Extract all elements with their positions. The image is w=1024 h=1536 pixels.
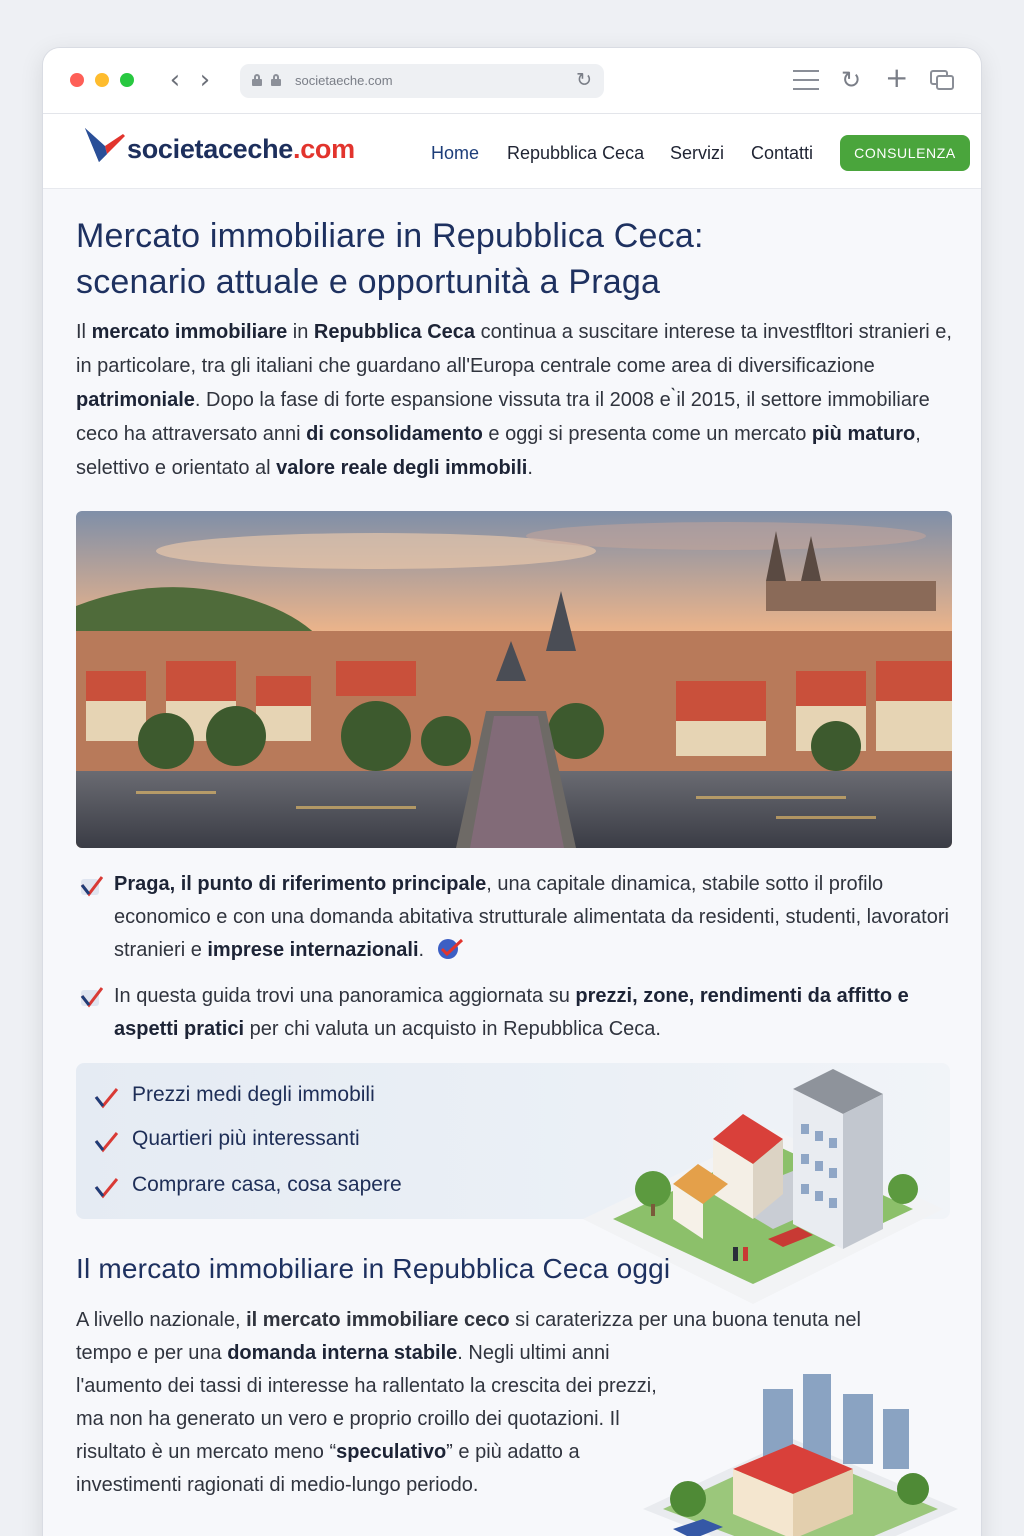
list-item bbox=[114, 980, 964, 1046]
intro-strong: valore reale degli immobili bbox=[276, 457, 528, 479]
intro-text: in bbox=[287, 321, 314, 343]
logo-check-icon[interactable] bbox=[83, 124, 127, 168]
consulenza-button[interactable]: CONSULENZA bbox=[840, 135, 970, 171]
para-strong: speculativo bbox=[336, 1441, 447, 1463]
address-bar[interactable] bbox=[240, 64, 604, 98]
intro-strong: Repubblica Ceca bbox=[313, 321, 476, 343]
bullet-text: . bbox=[418, 939, 425, 961]
title-line-2: scenario attuale e opportunità a Praga bbox=[76, 263, 661, 301]
toc-link-quartieri[interactable]: Quartieri più interessanti bbox=[132, 1127, 360, 1150]
intro-text: continua a suscitare interese ta investfltori stranieri e, in particolare, tra gli italiani che guardano all'Europa centrale come area di diversificazione bbox=[76, 321, 952, 377]
page-title bbox=[76, 213, 936, 305]
checkmark-icon bbox=[94, 1087, 118, 1109]
checkmark-icon bbox=[94, 1131, 118, 1153]
intro-strong: di consolidamento bbox=[306, 423, 483, 445]
bullet-strong: prezzi, zone, rendimenti da affitto e aspetti pratici bbox=[114, 985, 909, 1040]
site-header bbox=[43, 114, 982, 189]
reload-icon[interactable]: ↻ bbox=[576, 69, 592, 91]
maximize-window-button[interactable] bbox=[120, 73, 134, 87]
para-text: . Negli ultimi anni l'aumento dei tassi di interesse ha rallentato la crescita dei prezzi, ma non ha generato un vero e proprio croillo dei quotazioni. Il risultato è un mercato meno “ bbox=[76, 1342, 657, 1463]
section-title: Il mercato immobiliare in Repubblica Ceca oggi bbox=[76, 1253, 671, 1284]
site-logo[interactable] bbox=[127, 134, 355, 165]
bullet-strong: Praga, il punto di riferimento principale bbox=[114, 873, 487, 895]
intro-strong: mercato immobiliare bbox=[91, 321, 288, 343]
checkmark-icon bbox=[79, 875, 103, 897]
bullet-text: , una capitale dinamica, stabile sotto il profilo economico e con una domanda abitativa strutturale alimentata da residenti, studenti, lavoratori stranieri e bbox=[114, 873, 949, 961]
browser-window bbox=[42, 47, 982, 1536]
tabs-overview-icon[interactable] bbox=[930, 70, 954, 90]
forward-arrow-icon[interactable]: › bbox=[199, 65, 211, 95]
intro-strong: patrimoniale bbox=[76, 389, 195, 411]
article bbox=[43, 189, 982, 1536]
logo-tld: .com bbox=[293, 134, 355, 164]
close-window-button[interactable] bbox=[70, 73, 84, 87]
para-strong: il mercato immobiliare ceco bbox=[246, 1309, 510, 1331]
para-text: tempo e per una bbox=[76, 1342, 228, 1364]
prague-photo bbox=[76, 511, 952, 848]
new-tab-icon[interactable]: + bbox=[885, 61, 909, 94]
intro-text: , selettivo e orientato al bbox=[76, 423, 921, 479]
browser-toolbar bbox=[43, 48, 982, 114]
isometric-city-illustration bbox=[643, 1359, 958, 1536]
para-text: si caraterizza per una buona tenuta nel bbox=[509, 1309, 861, 1331]
list-item bbox=[114, 868, 964, 967]
minimize-window-button[interactable] bbox=[95, 73, 109, 87]
bullet-text: In questa guida trovi una panoramica aggiornata su bbox=[114, 985, 576, 1007]
intro-text: . bbox=[527, 457, 533, 479]
intro-text: Il bbox=[76, 321, 92, 343]
url-text[interactable]: societaeche.com bbox=[295, 73, 393, 88]
menu-icon[interactable] bbox=[793, 70, 819, 90]
nav-repubblica-ceca[interactable]: Repubblica Ceca bbox=[507, 143, 645, 163]
intro-paragraph bbox=[76, 315, 961, 485]
nav-contatti[interactable]: Contatti bbox=[751, 143, 814, 163]
toc-link-comprare[interactable]: Comprare casa, cosa sapere bbox=[132, 1173, 402, 1196]
blue-check-badge-icon bbox=[436, 937, 464, 959]
lock-icon bbox=[252, 74, 262, 86]
nav-servizi[interactable]: Servizi bbox=[670, 143, 725, 163]
back-arrow-icon[interactable]: ‹ bbox=[169, 65, 181, 95]
nav-home[interactable]: Home bbox=[431, 143, 480, 163]
para-text: A livello nazionale, bbox=[76, 1309, 247, 1331]
toc-link-prezzi[interactable]: Prezzi medi degli immobili bbox=[132, 1083, 375, 1106]
bullet-text: per chi valuta un acquisto in Repubblica Ceca. bbox=[244, 1018, 661, 1040]
logo-name: societaceche bbox=[127, 134, 294, 164]
intro-text: e oggi si presenta come un mercato bbox=[482, 423, 812, 445]
lock-icon bbox=[271, 74, 281, 86]
title-line-1: Mercato immobiliare in Repubblica Ceca: bbox=[76, 217, 704, 255]
checkmark-icon bbox=[94, 1177, 118, 1199]
paragraph bbox=[76, 1304, 956, 1337]
paragraph bbox=[76, 1337, 666, 1502]
para-text: ” e più adatto a investimenti ragionati di medio-lungo periodo. bbox=[76, 1441, 580, 1496]
intro-strong: più maturo bbox=[811, 423, 916, 445]
intro-text: . Dopo la fase di forte espansione vissuta tra il 2008 e ̀il 2015, il settore immobiliare ceco ha attraversato anni bbox=[76, 389, 930, 445]
para-strong: domanda interna stabile bbox=[227, 1342, 458, 1364]
refresh-icon[interactable]: ↻ bbox=[841, 66, 862, 94]
bullet-strong: imprese internazionali bbox=[207, 939, 419, 961]
checkmark-icon bbox=[79, 986, 103, 1008]
